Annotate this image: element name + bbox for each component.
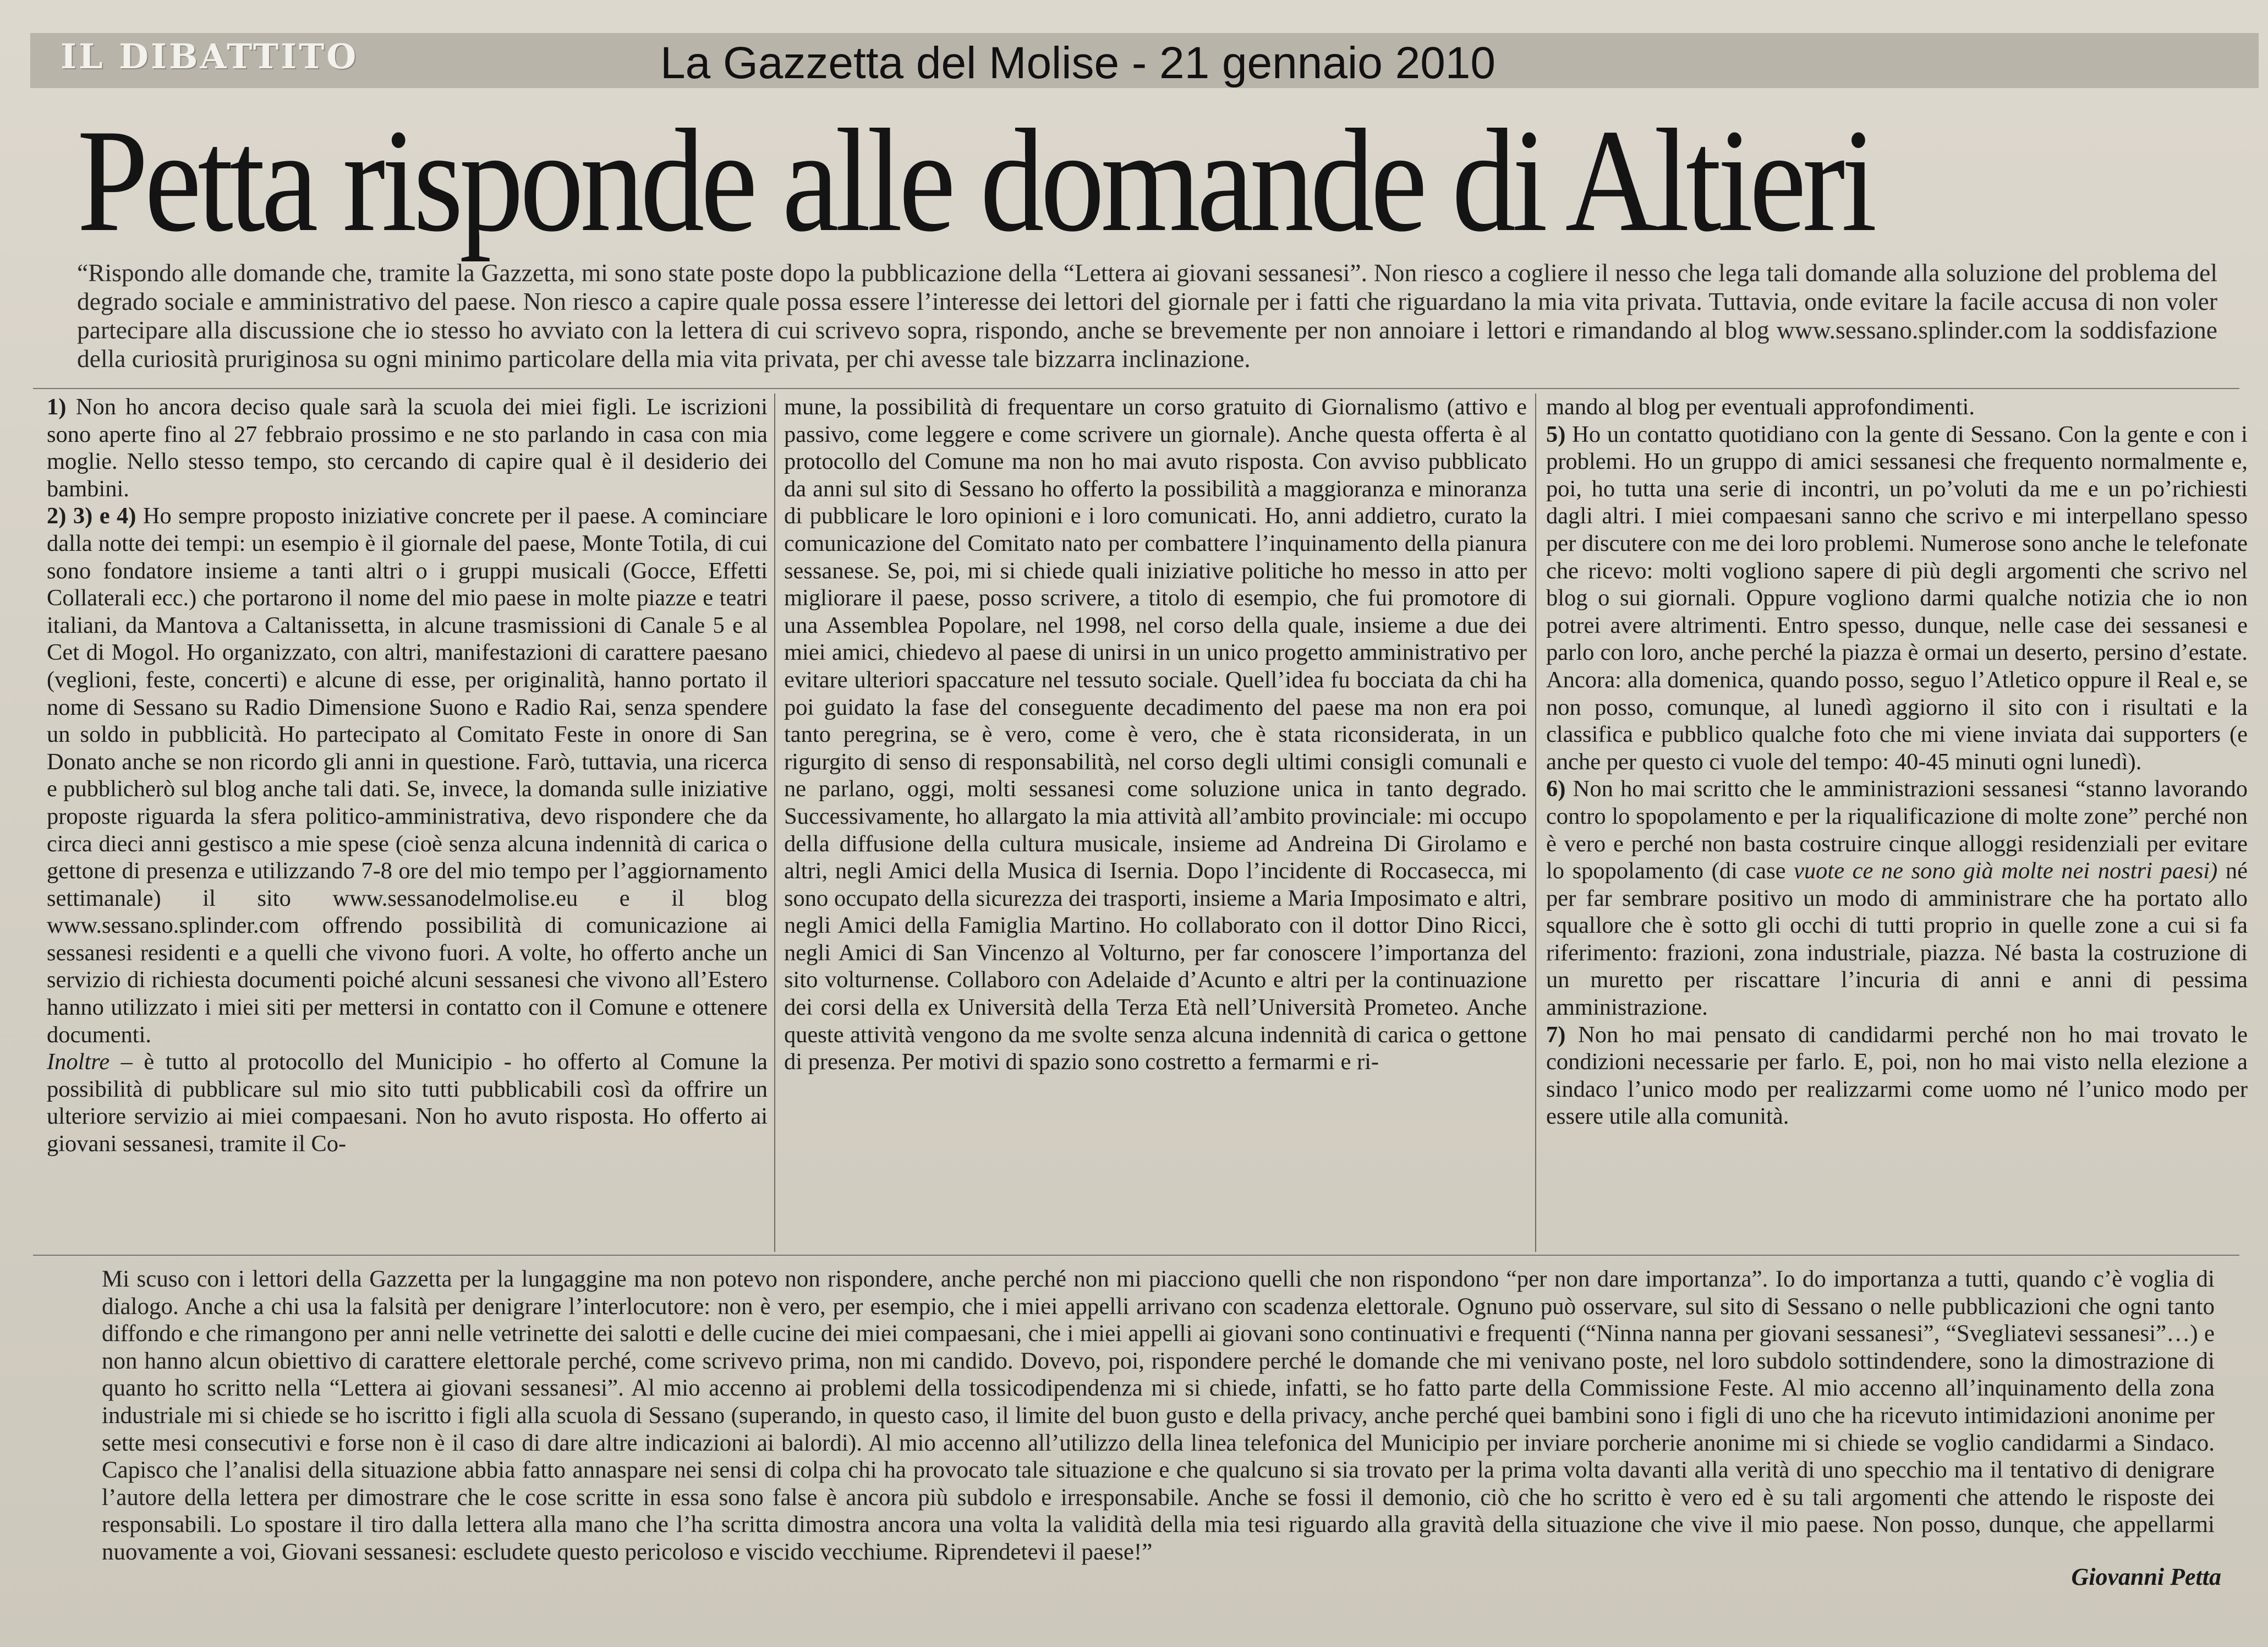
- column-3-lead: mando al blog per eventuali approfondimenti.: [1546, 394, 1975, 420]
- masthead: La Gazzetta del Molise - 21 gennaio 2010: [660, 38, 1496, 88]
- answer-text: – è tutto al protocollo del Municipio - ho offerto al Comune la possibilità di pubblicare sul mio sito tutti pubblicabili così da offrire un ulteriore servizio ai miei compaesani. Non ho avuto risposta. Ho offerto ai giovani sessanesi, tramite il Co-: [47, 1049, 768, 1157]
- column-rule: [1535, 393, 1536, 1252]
- answer-2-3-4-cont: [47, 1048, 768, 1157]
- intro-paragraph: “Rispondo alle domande che, tramite la Gazzetta, mi sono state poste dopo la pubblicazione della “Lettera ai giovani sessanesi”. Non riesco a cogliere il nesso che lega tali domande alla soluzione del problema del degrado sociale e amministrativo del paese. Non riesco a capire quale possa essere l’interesse dei lettori del giornale per i fatti che riguardano la mia vita privata. Tuttavia, onde evitare la facile accusa di non voler partecipare alla discussione che io stesso ho avviato con la lettera di cui scrivevo sopra, rispondo, anche se brevemente per non annoiare i lettori e rimandando al blog www.sessano.splinder.com la soddisfazione della curiosità pruriginosa su ogni minimo particolare della mia vita privata, per chi avesse tale bizzarra inclinazione.: [77, 259, 2217, 373]
- answer-text: Ho un contatto quotidiano con la gente di Sessano. Con la gente e con i problemi. Ho un gruppo di amici sessanesi che frequento normalmente e, poi, ho tutta una serie di incontri, un po’voluti da me e un po’richiesti dagli altri. I miei compaesani sanno che scrivo e mi interpellano spesso per discutere con me dei loro problemi. Numerose sono anche le telefonate che ricevo: molti vogliono sapere di più degli argomenti che scrivo nel blog o sui giornali. Oppure vogliono darmi qualche notizia che io non potrei avere altrimenti. Entro spesso, dunque, nelle case dei sessanesi e parlo con loro, anche perché la piazza è ormai un deserto, persino d’estate. Ancora: alla domenica, quando posso, seguo l’Atletico oppure il Real e, se non posso, comunque, al lunedì aggiorno il sito con i risultati e la classifica e pubblico qualche foto che mi viene inviata dai supporters (e anche per questo ci vuole del tempo: 40-45 minuti ogni lunedì).: [1546, 421, 2248, 775]
- answer-text: né per far sembrare positivo un modo di amministrare che ha portato allo squallore che è sotto gli occhi di tutti proprio in quelle zone a cui si fa riferimento: frazioni, zona industriale, piazza. Né basta la costruzione di un muretto per riscattare l’incuria di anni e anni di pessima amministrazione.: [1546, 858, 2248, 1021]
- section-tag: IL DIBATTITO: [61, 36, 359, 76]
- signature: Giovanni Petta: [2071, 1563, 2221, 1590]
- answer-number: 1): [47, 394, 67, 420]
- headline: Petta risponde alle domande di Altieri: [77, 99, 1873, 262]
- answer-italic: vuote ce ne sono già molte nei nostri paesi): [1794, 858, 2218, 884]
- closing-paragraph: Mi scuso con i lettori della Gazzetta per la lungaggine ma non potevo non rispondere, anche perché non mi piacciono quelli che non rispondono “per non dare importanza”. Io do importanza a tutti, quando c’è voglia di dialogo. Anche a chi usa la falsità per denigrare l’interlocutore: non è vero, per esempio, che i miei appelli arrivano con scadenza elettorale. Ognuno può osservare, sul sito di Sessano o nelle pubblicazioni che ogni tanto diffondo e che rimangono per anni nelle vetrinette dei salotti e delle cucine dei miei compaesani, che i miei appelli ai giovani sono continuativi e frequenti (“Ninna nanna per giovani sessanesi”, “Svegliatevi sessanesi”…) e non hanno alcun obiettivo di carattere elettorale perché, come scrivevo prima, non mi candido. Dovevo, poi, rispondere perché le domande che mi venivano poste, nel loro subdolo sottindendere, sono la dimostrazione di quanto ho scritto nella “Lettera ai giovani sessanesi”. Al mio accenno ai problemi della tossicodipendenza mi si chiede, infatti, se ho fatto parte della Commissione Feste. Al mio accenno all’inquinamento della zona industriale mi si chiede se ho iscritto i figli alla scuola di Sessano (superando, in questo caso, il limite del buon gusto e della privacy, anche perché quei bambini sono i figli di uno che ha ricevuto intimidazioni anonime per sette mesi consecutivi e forse non è il caso di dare altre indicazioni ai balordi). Al mio accenno all’utilizzo della linea telefonica del Municipio per inviare porcherie anonime mi si chiede se voglio candidarmi a Sindaco. Capisco che l’analisi della situazione abbia fatto annaspare nei sensi di colpa chi ha provocato tale situazione e che qualcuno si sia trovato per la prima volta davanti alla verità di uno specchio ma il tentativo di denigrare l’autore della lettera per dimostrare che le cose scritte in essa sono false è ancora più subdolo e irresponsabile. Anche se fossi il demonio, ciò che ho scritto è vero ed è su tali argomenti che attendo le risposte dei responsabili. Lo spostare il tiro dalla lettera alla mano che l’ha scritta dimostra ancora una volta la validità della mia tesi riguardo alla gravità della situazione che vive il mio paese. Non posso, dunque, che appellarmi nuovamente a voi, Giovani sessanesi: escludete questo pericoloso e viscido vecchiume. Riprendetevi il paese!”: [102, 1266, 2215, 1565]
- top-rule: [33, 388, 2239, 389]
- column-3: [1546, 393, 2248, 1252]
- answer-number: 7): [1546, 1021, 1566, 1048]
- answer-7: [1546, 1021, 2248, 1130]
- answer-2-3-4: [47, 502, 768, 1048]
- article-columns: [33, 393, 2248, 1252]
- column-2-text: mune, la possibilità di frequentare un corso gratuito di Giornalismo (attivo e passivo, come leggere e come scrivere un giornale). Anche questa offerta è al protocollo del Comune ma non ho mai avuto risposta. Con avviso pubblicato da anni sul sito di Sessano ho offerto la possibilità a maggioranza e minoranza di pubblicare le loro opinioni e i loro comunicati. Ho, anni addietro, curato la comunicazione del Comitato nato per combattere l’inquinamento della pianura sessanese. Se, poi, mi si chiede quali iniziative politiche ho messo in atto per migliorare il paese, posso scrivere, a titolo di esempio, che fui promotore di una Assemblea Popolare, nel 1998, nel corso della quale, insieme a due dei miei amici, chiedevo al paese di unirsi in un unico progetto amministrativo per evitare ulteriori spaccature nel tessuto sociale. Quell’idea fu bocciata da chi ha poi guidato la fase del conseguente decadimento del paese ma non era poi tanto peregrina, se è vero, come è vero, che è stata riconsiderata, in un rigurgito di senso di responsabilità, nel corso degli ultimi consigli comunali e ne parlano, oggi, molti sessanesi come soluzione unica in tanto degrado. Successivamente, ho allargato la mia attività all’ambito provinciale: mi occupo della diffusione della cultura musicale, insieme ad Andreina Di Girolamo e altri, negli Amici della Musica di Isernia. Dopo l’incidente di Roccasecca, mi sono occupato della sicurezza dei trasporti, insieme a Maria Imposimato e altri, negli Amici della Famiglia Martino. Ho collaborato con il dottor Dino Ricci, negli Amici di San Vincenzo al Volturno, per far conoscere l’importanza del sito volturnense. Collaboro con Adelaide d’Acunto e altri per la continuazione dei corsi della ex Università della Terza Età nell’Università Prometeo. Anche queste attività vengono da me svolte senza alcuna indennità di carica o gettone di presenza. Per motivi di spazio sono costretto a fermarmi e ri-: [784, 394, 1527, 1075]
- answer-number: 5): [1546, 421, 1566, 447]
- answer-6: [1546, 775, 2248, 1021]
- answer-text: Non ho ancora deciso quale sarà la scuola dei miei figli. Le iscrizioni sono aperte fino al 27 febbraio prossimo e ne sto parlando in casa con mia moglie. Nello stesso tempo, sto cercando di capire qual è il desiderio dei bambini.: [47, 394, 768, 502]
- column-1: [47, 393, 768, 1252]
- column-rule: [774, 393, 775, 1252]
- answer-text: Non ho mai pensato di candidarmi perché non ho mai trovato le condizioni necessarie per farlo. E, poi, non ho mai visto nella elezione a sindaco l’unico modo per realizzarmi come uomo né l’unico modo per essere utile alla comunità.: [1546, 1021, 2248, 1130]
- answer-text: Non ho mai scritto che le amministrazioni sessanesi “stanno lavorando contro lo spopolamento e per la riqualificazione di molte zone” perché non è vero e perché non basta costruire cinque alloggi residenziali per evitare lo spopolamento (di case: [1546, 776, 2248, 884]
- answer-number: 2) 3) e 4): [47, 503, 136, 529]
- answer-number: 6): [1546, 776, 1566, 802]
- bottom-rule: [33, 1255, 2239, 1256]
- answer-1: [47, 393, 768, 502]
- answer-text: Ho sempre proposto iniziative concrete per il paese. A cominciare dalla notte dei tempi: un esempio è il giornale del paese, Monte Totila, di cui sono fondatore insieme a tanti altri o i gruppi musicali (Gocce, Effetti Collaterali ecc.) che portarono il nome del mio paese in molte piazze e teatri italiani, da Mantova a Caltanissetta, in alcune trasmissioni di Canale 5 e al Cet di Mogol. Ho organizzato, con altri, manifestazioni di carattere paesano (veglioni, feste, concerti) e alcune di esse, per originalità, hanno portato il nome di Sessano su Radio Dimensione Suono e Radio Rai, senza spendere un soldo in pubblicità. Ho partecipato al Comitato Feste in onore di San Donato anche se non ricordo gli anni in questione. Farò, tuttavia, una ricerca e pubblicherò sul blog anche tali dati. Se, invece, la domanda sulle iniziative proposte riguarda la sfera politico-amministrativa, devo rispondere che da circa dieci anni gestisco a mie spese (cioè senza alcuna indennità di carica o gettone di presenza e utilizzando 7-8 ore del mio tempo per l’aggiornamento settimanale) il sito www.sessanodelmolise.eu e il blog www.sessano.splinder.com offrendo possibilità di comunicazione ai sessanesi residenti e a quelli che vivono fuori. A volte, ho offerto anche un servizio di richiesta documenti poiché alcuni sessanesi che vivono all’Estero hanno utilizzato i miei siti per mettersi in contatto con il Comune e ottenere documenti.: [47, 503, 768, 1048]
- column-2: [784, 393, 1527, 1252]
- answer-lead: Inoltre: [47, 1049, 110, 1075]
- answer-5: [1546, 421, 2248, 776]
